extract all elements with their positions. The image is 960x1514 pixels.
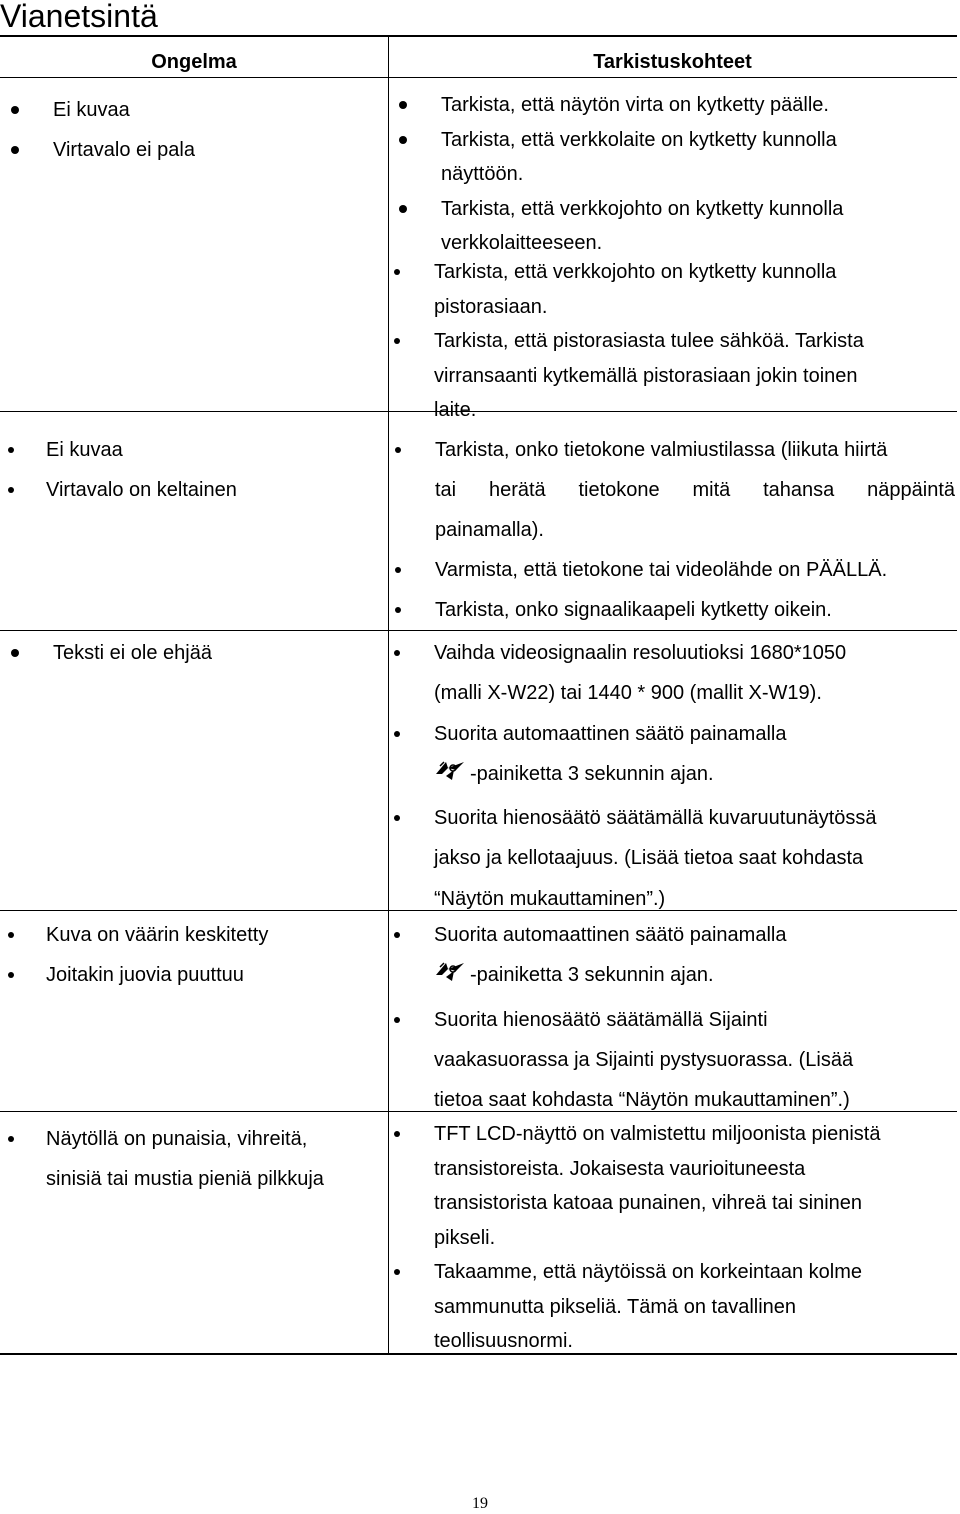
page-number: 19 <box>472 1495 488 1512</box>
list-item: Suorita automaattinen säätö painamalla <box>434 915 853 955</box>
list-item: Tarkista, että verkkojohto on kytketty kunnolla <box>441 192 843 227</box>
list-item: Tarkista, onko signaalikaapeli kytketty oikein. <box>435 590 955 630</box>
list-item: Suorita hienosäätö säätämällä kuvaruutunäytössä <box>434 798 877 838</box>
column-header-problem: Ongelma <box>151 51 237 73</box>
problem-cell <box>46 430 237 510</box>
problem-cell <box>53 633 212 673</box>
list-item-continuation: tai herätä tietokone mitä tahansa näppäintä <box>435 479 955 501</box>
list-item-continuation: “Näytön mukauttaminen”.) <box>434 887 666 910</box>
list-item-continuation: -painiketta 3 sekunnin ajan. <box>434 955 853 999</box>
list-item: Takaamme, että näytöissä on korkeintaan kolme <box>434 1255 880 1290</box>
list-item: Virtavalo ei pala <box>53 130 195 170</box>
list-item-continuation: pistorasiaan. <box>434 295 548 318</box>
list-item-continuation: vaakasuorassa ja Sijainti pystysuorassa. (Lisää <box>434 1048 854 1071</box>
problem-cell <box>46 915 268 995</box>
list-item-continuation: transistoreista. Jokaisesta vaurioituneesta <box>434 1157 806 1180</box>
checks-cell <box>434 633 877 919</box>
page-title: Vianetsintä <box>0 0 158 34</box>
list-item: Vaihda videosignaalin resoluutioksi 1680*1050 <box>434 633 877 673</box>
header-divider <box>0 77 957 78</box>
list-item: Virtavalo on keltainen <box>46 470 237 510</box>
row-divider <box>0 630 957 631</box>
column-divider <box>388 37 389 1353</box>
list-item: Ei kuvaa <box>46 430 237 470</box>
list-item-continuation: virransaanti kytkemällä pistorasiaan jokin toinen <box>434 364 858 387</box>
list-item: Suorita hienosäätö säätämällä Sijainti <box>434 1000 853 1040</box>
list-item-continuation: laite. <box>434 399 477 421</box>
list-item: Ei kuvaa <box>53 90 195 130</box>
list-item-continuation: (malli X-W22) tai 1440 * 900 (mallit X-W19). <box>434 682 822 705</box>
list-item: TFT LCD-näyttö on valmistettu miljoonista pienistä <box>434 1117 880 1152</box>
list-item-continuation: sinisiä tai mustia pieniä pilkkuja <box>46 1168 324 1190</box>
column-header-checks: Tarkistuskohteet <box>593 51 752 73</box>
list-item-continuation: painamalla). <box>435 519 544 541</box>
list-item-continuation: teollisuusnormi. <box>434 1330 573 1352</box>
list-item: Teksti ei ole ehjää <box>53 633 212 673</box>
checks-cell <box>434 915 853 1120</box>
list-item: Tarkista, että pistorasiasta tulee sähköä. Tarkista <box>434 324 864 359</box>
problem-cell <box>46 1119 324 1199</box>
problem-cell <box>53 90 195 170</box>
auto-adjust-icon <box>434 959 468 999</box>
list-item-continuation: näyttöön. <box>441 163 524 185</box>
list-item: Tarkista, että verkkojohto on kytketty kunnolla <box>434 255 864 290</box>
list-item: Tarkista, että näytön virta on kytketty päälle. <box>441 88 843 123</box>
list-item-continuation: verkkolaitteeseen. <box>441 232 603 254</box>
troubleshooting-table <box>0 35 957 1355</box>
list-item-continuation: sammunutta pikseliä. Tämä on tavallinen <box>434 1295 797 1318</box>
list-item: Näytöllä on punaisia, vihreitä, <box>46 1119 324 1159</box>
list-item: Varmista, että tietokone tai videolähde on PÄÄLLÄ. <box>435 550 955 590</box>
list-item-continuation: pikseli. <box>434 1226 496 1249</box>
auto-adjust-icon <box>434 758 468 798</box>
list-item-continuation: -painiketta 3 sekunnin ajan. <box>434 754 877 798</box>
list-item-continuation: jakso ja kellotaajuus. (Lisää tietoa saat kohdasta <box>434 847 864 870</box>
checks-cell <box>434 1117 880 1359</box>
list-item: Joitakin juovia puuttuu <box>46 955 268 995</box>
list-item-continuation: transistorista katoaa punainen, vihreä tai sininen <box>434 1192 863 1214</box>
list-item: Kuva on väärin keskitetty <box>46 915 268 955</box>
checks-cell <box>441 88 843 261</box>
checks-cell <box>435 430 955 630</box>
list-item: Suorita automaattinen säätö painamalla <box>434 714 877 754</box>
list-item: Tarkista, että verkkolaite on kytketty kunnolla <box>441 123 843 158</box>
checks-cell <box>434 255 864 428</box>
list-item-continuation: tietoa saat kohdasta “Näytön mukauttaminen”.) <box>434 1089 850 1112</box>
list-item: Tarkista, onko tietokone valmiustilassa (liikuta hiirtä <box>435 430 955 470</box>
